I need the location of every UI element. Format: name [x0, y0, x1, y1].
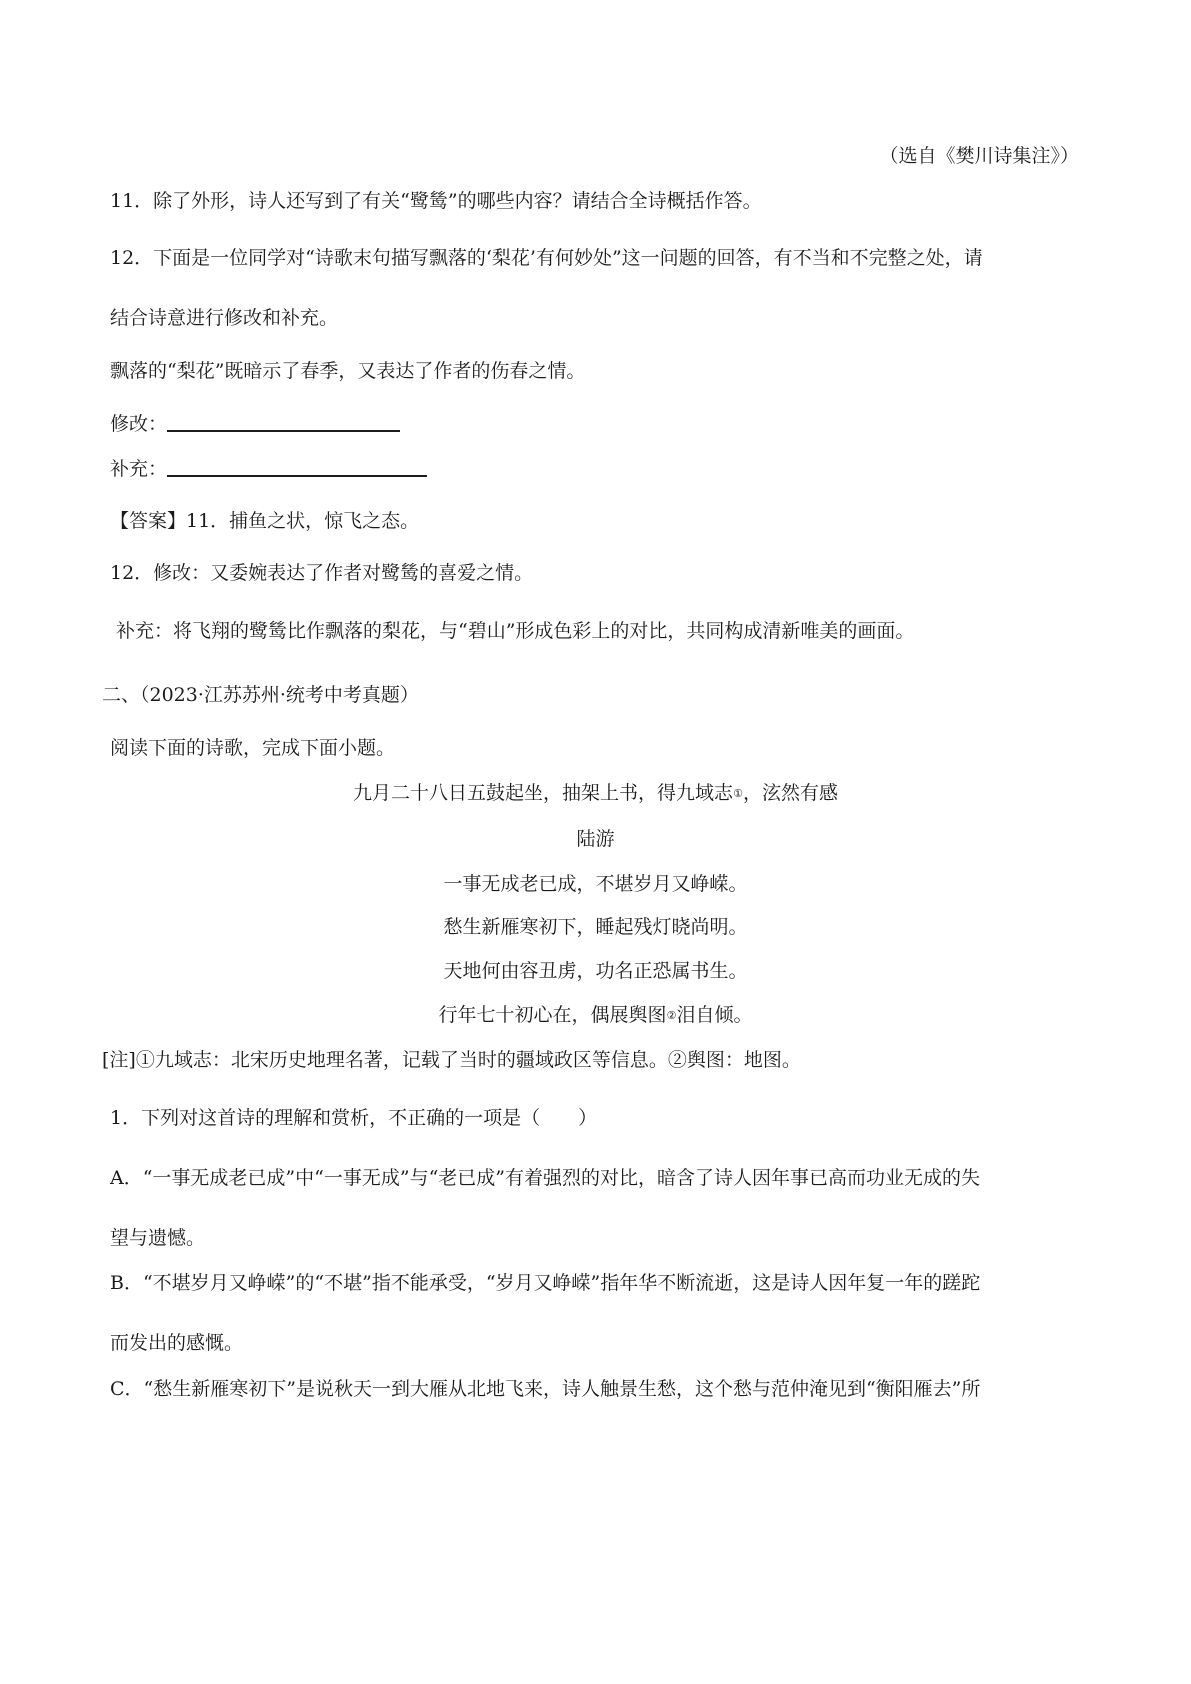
question-1: 1．下列对这首诗的理解和赏析，不正确的一项是（ ）: [110, 1107, 598, 1129]
poem-line-2: 愁生新雁寒初下，睡起残灯晓尚明。: [443, 916, 748, 938]
answer-12-modify: 12．修改：又委婉表达了作者对鹭鸶的喜爱之情。: [110, 562, 534, 584]
poem-line-1: 一事无成老已成，不堪岁月又峥嵘。: [443, 873, 748, 895]
reading-instruction: 阅读下面的诗歌，完成下面小题。: [110, 737, 396, 759]
question-11: 11．除了外形，诗人还写到了有关“鹭鸶”的哪些内容？请结合全诗概括作答。: [110, 190, 762, 212]
option-b-line1: B．“不堪岁月又峥嵘”的“不堪”指不能承受，“岁月又峥嵘”指年华不断流逝，这是诗人因年复一年的蹉跎: [110, 1272, 981, 1294]
poem-title-note-marker: ①: [733, 787, 743, 800]
supplement-blank[interactable]: [167, 455, 427, 477]
poem-line-4-main: 行年七十初心在，偶展舆图: [438, 1004, 667, 1026]
poem-author: 陆游: [576, 828, 615, 850]
modify-blank[interactable]: [167, 410, 400, 432]
poem-notes: [注]①九域志：北宋历史地理名著，记载了当时的疆域政区等信息。②舆图：地图。: [102, 1049, 801, 1071]
poem-line-4-tail: 泪自倾。: [676, 1004, 753, 1026]
option-b-line2: 而发出的感慨。: [110, 1332, 244, 1354]
option-a-line1: A．“一事无成老已成”中“一事无成”与“老已成”有着强烈的对比，暗含了诗人因年事已高而功业无成的失: [110, 1167, 981, 1189]
supplement-row: [110, 455, 427, 482]
poem-line-4: [0, 1002, 1191, 1029]
option-c-line1: C．“愁生新雁寒初下”是说秋天一到大雁从北地飞来，诗人触景生愁，这个愁与范仲淹见到“衡阳雁去”所: [110, 1378, 981, 1400]
question-12-line1: 12．下面是一位同学对“诗歌末句描写飘落的‘梨花’有何妙处”这一问题的回答，有不当和不完整之处，请: [110, 247, 983, 269]
poem-line-3: 天地何由容丑虏，功名正恐属书生。: [443, 960, 748, 982]
poem-title-tail: ，泫然有感: [742, 782, 838, 804]
poem-title-main: 九月二十八日五鼓起坐，抽架上书，得九域志: [353, 782, 734, 804]
source-note: （选自《樊川诗集注》）: [879, 145, 1079, 167]
student-answer: 飘落的“梨花”既暗示了春季，又表达了作者的伤春之情。: [110, 360, 586, 382]
section-heading: 二、（2023·江苏苏州·统考中考真题）: [102, 684, 419, 706]
modify-row: [110, 410, 400, 437]
question-12-line2: 结合诗意进行修改和补充。: [110, 307, 339, 329]
poem-line-4-note-marker: ②: [666, 1009, 677, 1022]
modify-label: 修改：: [110, 413, 168, 435]
answer-11: 【答案】11．捕鱼之状，惊飞之态。: [110, 510, 420, 532]
poem-title: [0, 780, 1191, 807]
supplement-label: 补充：: [110, 458, 168, 480]
option-a-line2: 望与遗憾。: [110, 1227, 206, 1249]
answer-12-supplement: 补充：将飞翔的鹭鸶比作飘落的梨花，与“碧山”形成色彩上的对比，共同构成清新唯美的画面。: [116, 620, 915, 642]
